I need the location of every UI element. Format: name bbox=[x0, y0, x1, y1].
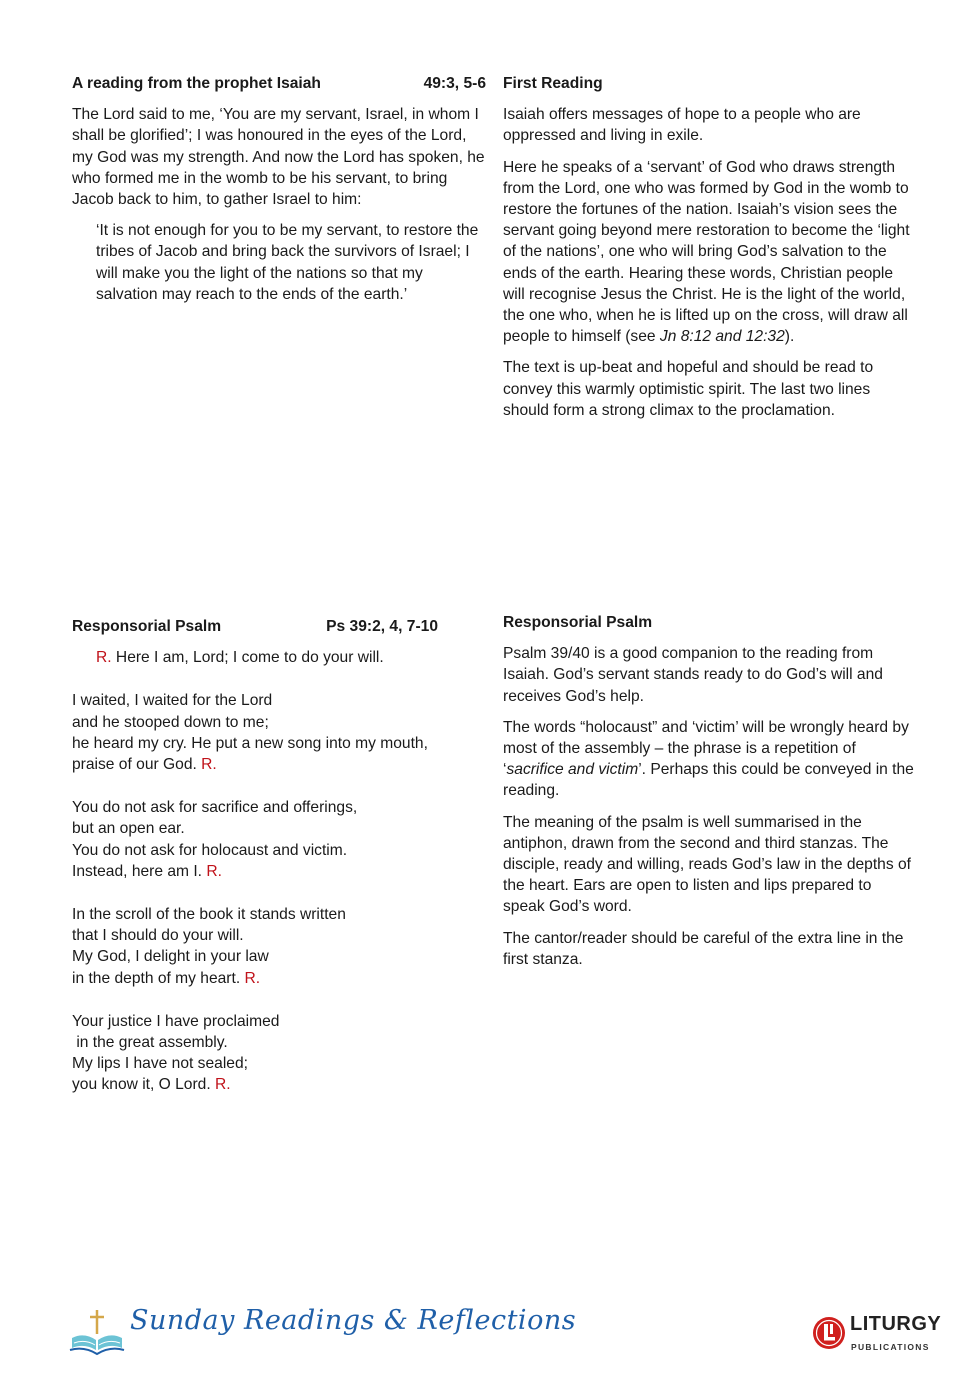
reading-column bbox=[72, 73, 486, 315]
stanza-line: Instead, here am I. R. bbox=[72, 862, 222, 880]
reading-note-p2-ref: Jn 8:12 and 12:32 bbox=[659, 328, 785, 346]
psalm-note-p2: The words “holocaust” and ‘victim’ will be wrongly heard by most of the assembly – the phrase is a repetition of ‘sacrifice and victim’. Perhaps this could be conveyed in the reading. bbox=[503, 718, 914, 800]
response-text: Here I am, Lord; I come to do your will. bbox=[111, 649, 384, 667]
psalm-column bbox=[72, 616, 492, 1118]
response-marker: R. bbox=[201, 756, 217, 774]
psalm-note-p1: Psalm 39/40 is a good companion to the reading from Isaiah. God’s servant stands ready to do God’s will and receives God’s help. bbox=[503, 645, 883, 705]
reading-heading-row bbox=[72, 73, 486, 94]
stanza-line: praise of our God. R. bbox=[72, 756, 217, 774]
reading-note-column bbox=[503, 73, 915, 431]
reading-note-p1: Isaiah offers messages of hope to a people who are oppressed and living in exile. bbox=[503, 106, 861, 145]
footer-brand bbox=[68, 1305, 577, 1362]
response-marker: R. bbox=[206, 862, 222, 880]
stanza-line: In the scroll of the book it stands written bbox=[72, 906, 346, 924]
psalm-note-column bbox=[503, 612, 915, 980]
stanza-line: he heard my cry. He put a new song into my mouth, bbox=[72, 734, 428, 752]
stanza-line: My God, I delight in your law bbox=[72, 948, 269, 966]
stanza-line: My lips I have not sealed; bbox=[72, 1055, 248, 1073]
stanza-line: You do not ask for holocaust and victim. bbox=[72, 841, 348, 859]
psalm-note-p3: The meaning of the psalm is well summarised in the antiphon, drawn from the second and third stanzas. The disciple, ready and willing, reads God’s law in the depths of the heart. Ears are open to listen and lips prepared to speak God’s word. bbox=[503, 813, 911, 916]
psalm-note-heading: Responsorial Psalm bbox=[503, 614, 653, 631]
stanza-line: You do not ask for sacrifice and offerings, bbox=[72, 799, 358, 817]
reading-note-heading: First Reading bbox=[503, 75, 603, 92]
psalm-heading-row bbox=[72, 616, 438, 637]
stanza-line: you know it, O Lord. R. bbox=[72, 1076, 231, 1094]
reading-note-p3: The text is up-beat and hopeful and should be read to convey this warmly optimistic spirit. The last two lines should form a strong climax to the proclamation. bbox=[503, 359, 874, 419]
reading-heading: A reading from the prophet Isaiah bbox=[72, 75, 321, 92]
reading-note-p2 bbox=[503, 157, 915, 348]
response-marker: R. bbox=[215, 1076, 231, 1094]
reading-paragraph: The Lord said to me, ‘You are my servant, Israel, in whom I shall be glorified’; I was honoured in the eyes of the Lord, my God was my strength. And now the Lord has spoken, he who formed me in the womb to be his servant, to bring Jacob back to him, to gather Israel to him: bbox=[72, 106, 485, 209]
reading-note-p2-main: Here he speaks of a ‘servant’ of God who draws strength from the Lord, one who was formed by God in the womb to restore the fortunes of the nation. Isaiah’s vision sees the servant going beyond mere restoration to become the ‘light of the nations’, one who will bring God’s salvation to the ends of the earth. Hearing these words, Christian people will recognise Jesus the Christ. He is the light of the world, the one who, when he is lifted up on the cross, will draw all people to himself (see bbox=[503, 158, 910, 346]
stanza-line: I waited, I waited for the Lord bbox=[72, 692, 273, 710]
publisher-name: LITURGY bbox=[850, 1313, 942, 1335]
stanza-line: in the great assembly. bbox=[72, 1034, 228, 1052]
psalm-response bbox=[72, 647, 492, 668]
stanza-line: but an open ear. bbox=[72, 820, 185, 838]
reading-reference: 49:3, 5-6 bbox=[423, 75, 486, 92]
publisher-logo bbox=[812, 1312, 952, 1356]
response-marker: R. bbox=[96, 649, 112, 667]
psalm-heading: Responsorial Psalm bbox=[72, 618, 222, 635]
open-book-icon bbox=[68, 1308, 126, 1358]
brand-title: Sunday Readings & Reflections bbox=[130, 1305, 577, 1336]
stanza-line: and he stooped down to me; bbox=[72, 713, 269, 731]
psalm-note-p4: The cantor/reader should be careful of the extra line in the first stanza. bbox=[503, 929, 904, 968]
psalm-stanza-2 bbox=[72, 797, 492, 882]
psalm-stanza-1 bbox=[72, 690, 492, 775]
response-marker: R. bbox=[244, 969, 261, 987]
reading-note-p2-end: ). bbox=[784, 328, 795, 346]
psalm-note-emphasis: sacrifice and victim bbox=[506, 761, 639, 779]
psalm-stanza-3 bbox=[72, 904, 492, 989]
publisher-subtitle: PUBLICATIONS bbox=[851, 1342, 930, 1352]
liturgy-logo-icon bbox=[812, 1316, 846, 1350]
reading-quote: ‘It is not enough for you to be my servant, to restore the tribes of Jacob and bring back the survivors of Israel; I will make you the light of the nations so that my salvation may reach to the ends of the earth.’ bbox=[96, 222, 479, 303]
psalm-reference: Ps 39:2, 4, 7-10 bbox=[326, 618, 438, 635]
psalm-stanza-4 bbox=[72, 1011, 492, 1096]
stanza-line: Your justice I have proclaimed bbox=[72, 1012, 280, 1030]
stanza-line: that I should do your will. bbox=[72, 927, 244, 945]
stanza-line: in the depth of my heart. R. bbox=[72, 969, 261, 987]
